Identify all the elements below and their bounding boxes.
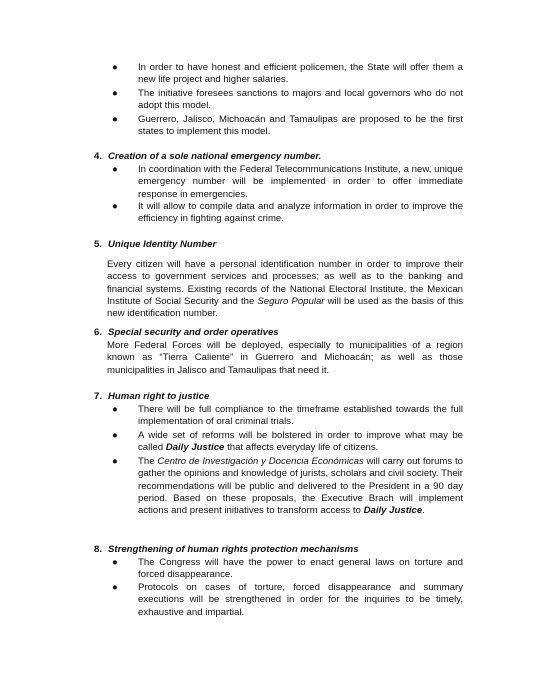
section-number: 4. xyxy=(94,151,103,162)
bullet-icon: ● xyxy=(112,201,118,212)
section-4-bullet-2 xyxy=(112,201,463,226)
bullet-icon: ● xyxy=(112,404,118,415)
bullet-icon: ● xyxy=(112,114,118,125)
bullet-icon: ● xyxy=(112,88,118,99)
bullet-text: In coordination with the Federal Telecommunications Institute, a new, unique emergency number will be implemented in order to offer immediate response in emergencies. xyxy=(138,164,463,200)
bullet-text-part: that affects everyday life of citizens. xyxy=(224,442,379,454)
daily-justice-emphasis: Daily Justice xyxy=(363,505,423,517)
intro-bullet-1 xyxy=(112,62,463,87)
intro-bullet-2 xyxy=(112,88,463,113)
section-8-bullet-1 xyxy=(112,557,463,582)
section-number: 8. xyxy=(94,544,103,555)
section-number: 7. xyxy=(94,391,103,402)
bullet-text-part: The xyxy=(138,456,158,467)
bullet-icon: ● xyxy=(112,62,118,73)
bullet-text: It will allow to compile data and analyze information in order to improve the efficiency in fighting against crime. xyxy=(138,201,463,225)
institution-name: Centro de Investigación y Docencia Económicas xyxy=(157,456,364,467)
bullet-text-part: will carry out forums to gather the opinions and knowledge of jurists, scholars and civil society. Their recommendations will be public and delivered to the President in a 90 day period. Based on these proposals, the Executive Brach will implement actions and present initiatives to transform access to xyxy=(138,456,463,517)
section-4-bullet-1 xyxy=(112,164,463,201)
section-7-bullet-1 xyxy=(112,404,463,429)
section-number: 5. xyxy=(94,239,103,250)
para-text: Every citizen will have a personal identification number in order to improve their access to government services and processes; as well as to the banking and financial systems. Existing records of the National Electoral Institute, the Mexican Institute of Social Security and the xyxy=(107,259,463,307)
para-text: will be used as the basis of this new identification number. xyxy=(107,295,463,320)
section-title: Creation of a sole national emergency number. xyxy=(108,151,322,162)
bullet-text: Protocols on cases of torture, forced disappearance and summary executions will be strengthened in order for the inquiries to be timely, exhaustive and impartial. xyxy=(138,582,463,618)
intro-bullet-1-text: In order to have honest and efficient policemen, the State will offer them a new life project and higher salaries. xyxy=(138,62,463,86)
bullet-icon: ● xyxy=(112,582,118,593)
section-title: Unique Identity Number xyxy=(108,239,217,250)
section-title: Special security and order operatives xyxy=(108,327,279,338)
intro-bullet-2-text: The initiative foresees sanctions to majors and local governors who do not adopt this model. xyxy=(138,88,463,112)
bullet-text-part: . xyxy=(422,505,425,517)
bullet-text-part: A wide set of reforms will be bolstered in order to improve what may be called xyxy=(138,430,463,454)
intro-bullet-3-text: Guerrero, Jalisco, Michoacán and Tamaulipas are proposed to be the first states to implement this model. xyxy=(138,114,463,138)
intro-bullet-3 xyxy=(112,114,463,139)
section-5-paragraph xyxy=(107,259,463,320)
section-8-bullet-2 xyxy=(112,582,463,619)
section-7-bullet-3 xyxy=(112,456,463,517)
section-6-paragraph: More Federal Forces will be deployed, especially to municipalities of a region known as “Tierra Caliente” in Guerrero and Michoacán; as well as those municipalities in Jalisco and Tamaulipas that need it. xyxy=(107,340,463,376)
bullet-icon: ● xyxy=(112,430,118,441)
bullet-icon: ● xyxy=(112,456,118,467)
bullet-text xyxy=(138,430,463,455)
section-7-bullet-2 xyxy=(112,430,463,455)
bullet-text: The Congress will have the power to enact general laws on torture and forced disappearance. xyxy=(138,557,463,581)
para-emphasis: Seguro Popular xyxy=(257,295,325,307)
section-title: Strengthening of human rights protection mechanisms xyxy=(108,544,359,555)
bullet-icon: ● xyxy=(112,557,118,568)
daily-justice-emphasis: Daily Justice xyxy=(165,442,225,454)
bullet-text: There will be full compliance to the timeframe established towards the full implementation of oral criminal trials. xyxy=(138,404,463,428)
section-number: 6. xyxy=(94,327,103,338)
section-title: Human right to justice xyxy=(108,391,210,402)
bullet-text xyxy=(138,456,463,517)
bullet-icon: ● xyxy=(112,164,118,175)
